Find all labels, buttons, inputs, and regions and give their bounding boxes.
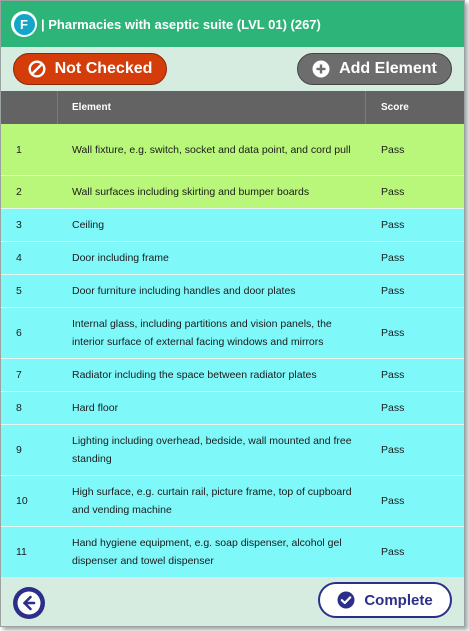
row-element: Hand hygiene equipment, e.g. soap dispenser, alcohol gel dispenser and towel dispenser [72, 537, 342, 567]
row-element: Ceiling [72, 219, 105, 231]
check-circle-icon [337, 591, 355, 609]
not-checked-button[interactable] [13, 53, 167, 85]
row-element: Wall fixture, e.g. switch, socket and data point, and cord pull [72, 143, 351, 156]
arrow-left-icon [13, 587, 45, 619]
row-score: Pass [381, 186, 405, 198]
complete-label: Complete [364, 591, 433, 609]
table-row[interactable] [1, 425, 464, 476]
back-button[interactable] [13, 587, 45, 619]
table-row[interactable] [1, 242, 464, 275]
row-element: Hard floor [72, 402, 119, 414]
complete-button[interactable] [318, 582, 452, 618]
row-number: 1 [16, 143, 22, 156]
app-logo-letter: F [14, 14, 35, 35]
table-header [1, 91, 464, 124]
row-element: High surface, e.g. curtain rail, picture frame, top of cupboard and vending machine [72, 486, 352, 516]
table-row[interactable] [1, 476, 464, 527]
table-row[interactable] [1, 124, 464, 176]
table-row[interactable] [1, 176, 464, 209]
row-score: Pass [381, 546, 405, 558]
row-element: Door including frame [72, 252, 169, 264]
row-element: Door furniture including handles and door plates [72, 285, 296, 297]
table-row[interactable] [1, 275, 464, 308]
row-number: 3 [16, 219, 22, 231]
app-logo-icon [11, 11, 37, 37]
row-number: 9 [16, 444, 22, 456]
title-bar [1, 1, 464, 47]
row-element: Wall surfaces including skirting and bumper boards [72, 186, 310, 198]
page-title: | Pharmacies with aseptic suite (LVL 01) (267) [41, 16, 321, 32]
table-row[interactable] [1, 308, 464, 359]
column-header-number [1, 91, 58, 124]
row-score: Pass [381, 143, 405, 156]
row-score: Pass [381, 252, 405, 264]
row-number: 2 [16, 186, 22, 198]
row-number: 5 [16, 285, 22, 297]
row-score: Pass [381, 327, 405, 339]
row-number: 8 [16, 402, 22, 414]
column-header-score: Score [381, 102, 409, 113]
row-number: 6 [16, 327, 22, 339]
row-score: Pass [381, 219, 405, 231]
column-header-element: Element [58, 91, 366, 124]
table-row[interactable] [1, 392, 464, 425]
table-row[interactable] [1, 209, 464, 242]
row-number: 7 [16, 369, 22, 381]
toolbar [1, 47, 464, 91]
row-element: Lighting including overhead, bedside, wall mounted and free standing [72, 435, 352, 465]
row-score: Pass [381, 444, 405, 456]
row-score: Pass [381, 285, 405, 297]
row-score: Pass [381, 495, 405, 507]
footer [1, 577, 464, 627]
row-score: Pass [381, 369, 405, 381]
prohibited-icon [28, 60, 46, 78]
elements-table [1, 91, 464, 578]
table-row[interactable] [1, 359, 464, 392]
row-score: Pass [381, 402, 405, 414]
row-number: 4 [16, 252, 22, 264]
row-number: 10 [16, 495, 28, 507]
add-element-button[interactable] [297, 53, 452, 85]
row-element: Internal glass, including partitions and vision panels, the interior surface of external facing windows and mirrors [72, 318, 332, 348]
not-checked-label: Not Checked [54, 60, 153, 77]
row-number: 11 [16, 546, 27, 558]
plus-circle-icon [312, 60, 330, 78]
add-element-label: Add Element [339, 60, 437, 77]
table-row[interactable] [1, 527, 464, 578]
row-element: Radiator including the space between radiator plates [72, 369, 317, 381]
